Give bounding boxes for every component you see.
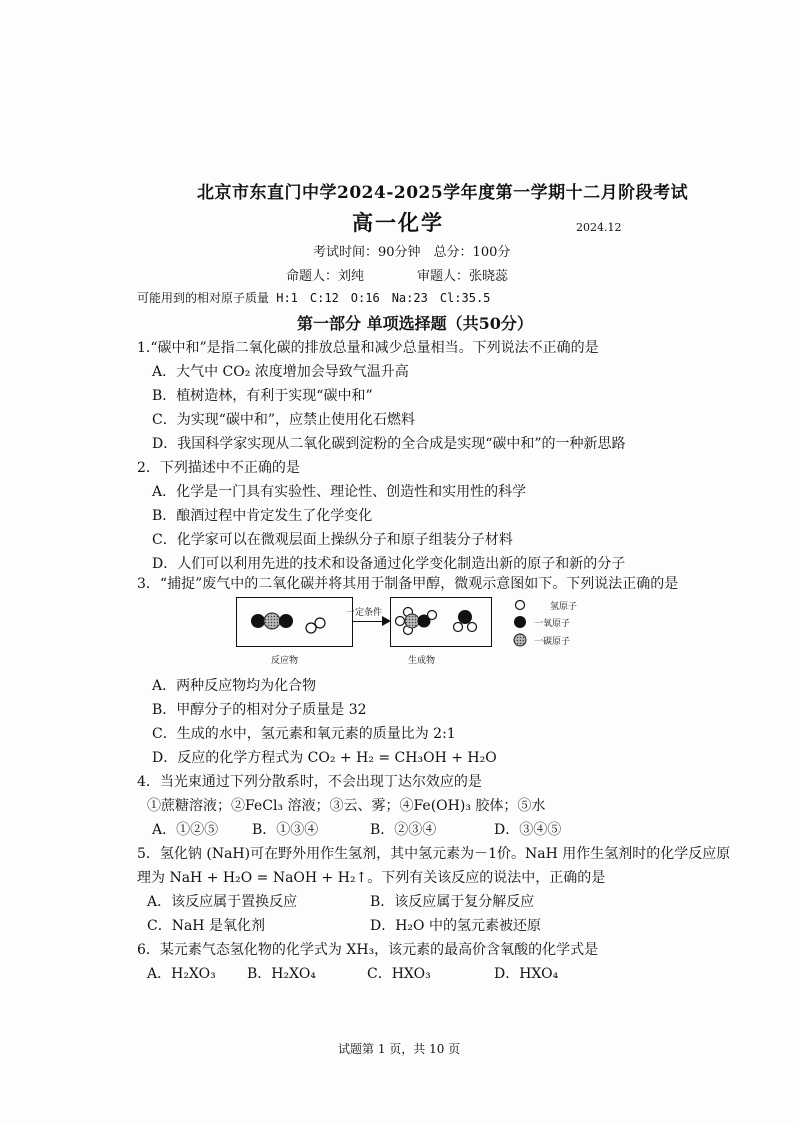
h2-molecule [306, 618, 325, 633]
exam-title: 北京市东直门中学2024-2025学年度第一学期十二月阶段考试 [197, 183, 689, 203]
q3-option-a: A．两种反应物均为化合物 [152, 678, 317, 694]
legend-carbon-label: 一碳原子 [534, 637, 571, 647]
q2-option-c: C．化学家可以在微观层面上操纵分子和原子组装分子材料 [152, 532, 513, 548]
q6-option-a: A．H₂XO₃ [147, 966, 216, 982]
legend [514, 601, 526, 647]
water-molecule [454, 610, 477, 632]
hydrogen-atom [468, 623, 477, 632]
oxygen-atom [251, 614, 265, 628]
hydrogen-atom [315, 618, 325, 628]
q6-stem: 6．某元素气态氢化物的化学式为 XH₃，该元素的最高价含氧酸的化学式是 [137, 942, 599, 958]
page-footer: 试题第 1 页，共 10 页 [338, 1042, 461, 1056]
reviewer: 审题人：张晓蕊 [417, 269, 509, 284]
q4-items: ①蔗糖溶液；②FeCl₃ 溶液；③云、雾；④Fe(OH)₃ 胶体；⑤水 [147, 798, 546, 814]
q6-option-d: D．HXO₄ [494, 966, 559, 982]
q4-stem: 4．当光束通过下列分散系时，不会出现丁达尔效应的是 [137, 774, 482, 790]
q1-option-d: D．我国科学家实现从二氧化碳到淀粉的全合成是实现“碳中和”的一种新思路 [152, 436, 626, 452]
q3-stem: 3．“捕捉”废气中的二氧化碳并将其用于制备甲醇，微观示意图如下。下列说法正确的是 [137, 576, 679, 592]
oxygen-atom [458, 610, 472, 624]
reactants-label: 反应物 [271, 656, 299, 666]
q2-option-d: D．人们可以利用先进的技术和设备通过化学变化制造出新的原子和新的分子 [152, 556, 626, 572]
q2-option-a: A．化学是一门具有实验性、理论性、创造性和实用性的科学 [152, 484, 527, 500]
legend-oxygen-label: 一氧原子 [534, 619, 571, 629]
q5-stem-line1: 5．氢化钠 (NaH)可在野外用作生氢剂，其中氢元素为－1价。NaH 用作生氢剂时的化学反应原 [137, 846, 731, 862]
carbon-atom [264, 613, 280, 629]
exam-info: 考试时间：90分钟 总分：100分 [313, 245, 511, 260]
q3-option-b: B．甲醇分子的相对分子质量是 32 [152, 702, 367, 718]
hydrogen-atom [396, 617, 405, 626]
section-title: 第一部分 单项选择题（共50分） [297, 314, 533, 333]
q6-option-c: C．HXO₃ [367, 966, 431, 982]
q4-option-b: B．①③④ [252, 822, 319, 838]
legend-carbon-icon [514, 634, 526, 646]
oxygen-atom [279, 614, 293, 628]
reaction-condition: 一定条件 [346, 608, 383, 618]
q1-option-c: C．为实现“碳中和”，应禁止使用化石燃料 [152, 412, 416, 428]
hydrogen-atom [428, 611, 437, 620]
products-label: 生成物 [408, 656, 436, 666]
atomic-masses: 可能用到的相对原子质量 H:1 C:12 O:16 Na:23 Cl:35.5 [137, 291, 491, 305]
carbon-atom [405, 614, 419, 628]
q1-stem: 1.“碳中和”是指二氧化碳的排放总量和减少总量相当。下列说法不正确的是 [137, 340, 599, 356]
q2-option-b: B．酿酒过程中肯定发生了化学变化 [152, 508, 373, 524]
author: 命题人：刘纯 [286, 269, 365, 284]
hydrogen-atom [454, 623, 463, 632]
hydrogen-atom [306, 623, 316, 633]
co2-molecule [251, 613, 293, 629]
q5-option-b: B．该反应属于复分解反应 [370, 894, 535, 910]
q5-option-c: C．NaH 是氧化剂 [147, 918, 265, 934]
q5-stem-line2: 理为 NaH + H₂O = NaOH + H₂↑。下列有关该反应的说法中，正确的是 [137, 870, 606, 886]
q3-option-c: C．生成的水中，氢元素和氧元素的质量比为 2:1 [152, 726, 456, 742]
q5-option-a: A．该反应属于置换反应 [147, 894, 298, 910]
q6-option-b: B．H₂XO₄ [247, 966, 316, 982]
q1-option-b: B．植树造林，有利于实现“碳中和” [152, 388, 373, 404]
legend-oxygen-icon [514, 616, 526, 628]
subject-title: 高一化学 [352, 210, 444, 235]
methanol-molecule [396, 608, 437, 635]
q1-option-a: A．大气中 CO₂ 浓度增加会导致气温升高 [152, 364, 409, 380]
q4-option-d: D．③④⑤ [494, 822, 562, 838]
q5-option-d: D．H₂O 中的氢元素被还原 [370, 918, 541, 934]
q4-option-a: A．①②⑤ [152, 822, 219, 838]
exam-date: 2024.12 [576, 221, 622, 234]
q3-option-d: D．反应的化学方程式为 CO₂ + H₂ = CH₃OH + H₂O [152, 750, 497, 766]
q2-stem: 2．下列描述中不正确的是 [137, 460, 300, 476]
legend-hydrogen-icon [516, 601, 525, 610]
legend-hydrogen-label: 氢原子 [550, 602, 578, 612]
q4-option-c: B．②③④ [370, 822, 437, 838]
